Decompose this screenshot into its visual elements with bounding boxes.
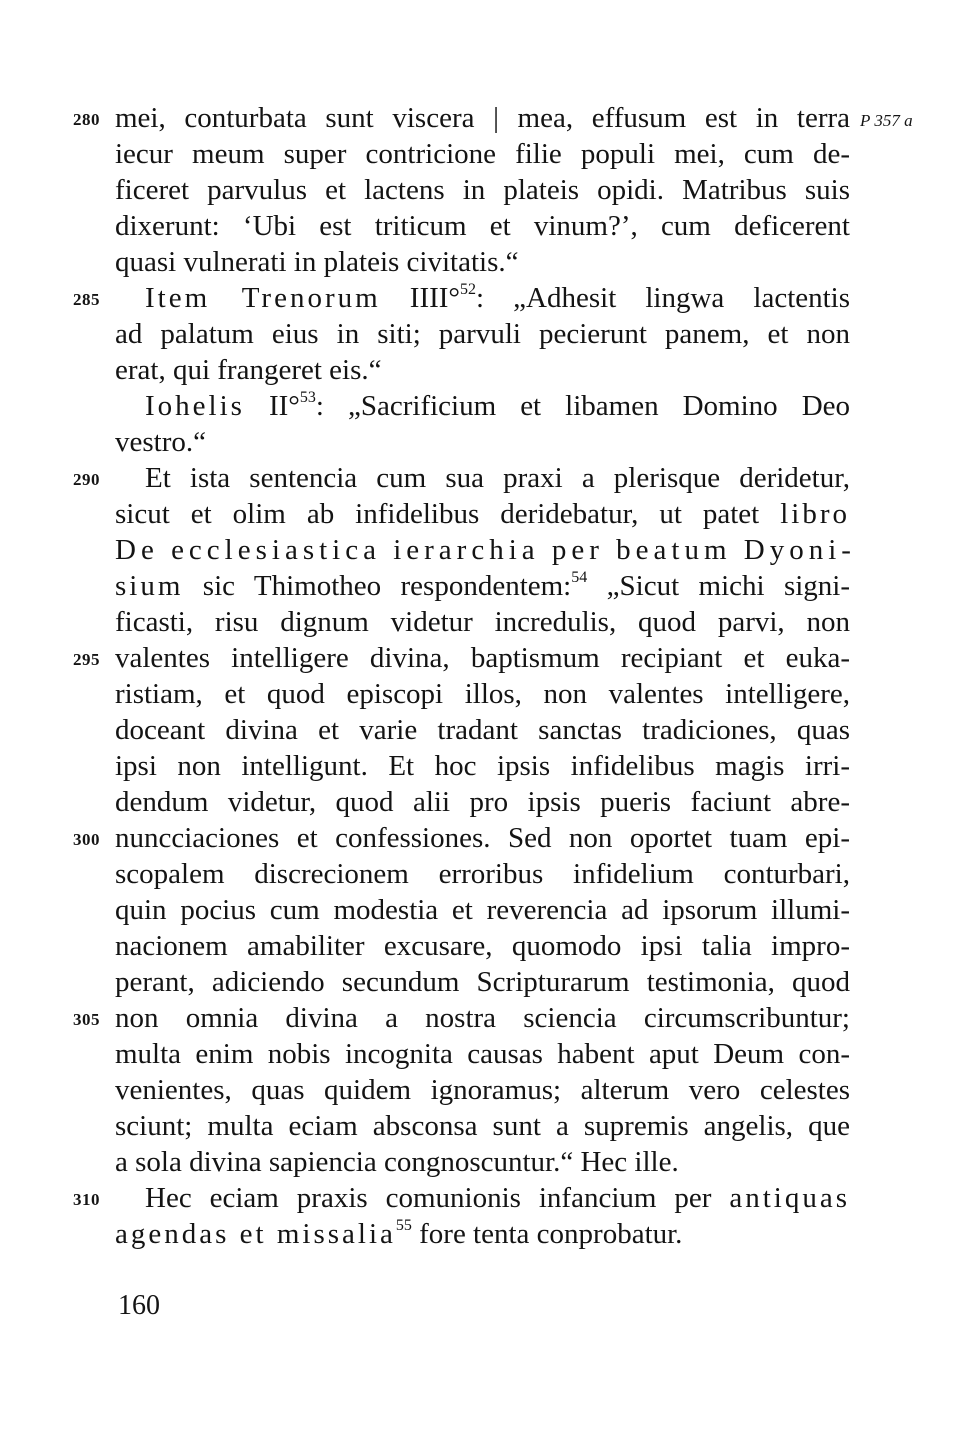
- text-line: 300 nuncciaciones et confessiones. Sed non oportet tuam epi-: [115, 820, 850, 856]
- text-line: sicut et olim ab infidelibus deridebatur, ut patet libro: [115, 498, 850, 530]
- margin-page-reference: P 357 a: [860, 111, 913, 130]
- page-number: 160: [118, 1290, 160, 1321]
- text-line: venientes, quas quidem ignoramus; alterum vero celestes: [115, 1074, 850, 1106]
- text-line: vestro.“: [115, 426, 206, 458]
- text-line: dendum videtur, quod alii pro ipsis pueris faciunt abre-: [115, 786, 850, 818]
- line-number: 280: [73, 110, 100, 129]
- text-line: quin pocius cum modestia et reverencia ad ipsorum illumi-: [115, 894, 850, 926]
- text-line: dixerunt: ‘Ubi est triticum et vinum?’, cum deficerent: [115, 210, 850, 242]
- text-line: ad palatum eius in siti; parvuli pecierunt panem, et non: [115, 318, 850, 350]
- text-line: De ecclesiastica ierarchia per beatum Dyoni-: [115, 534, 856, 566]
- text-line: 305 non omnia divina a nostra sciencia circumscribuntur;: [115, 1000, 850, 1036]
- text-line: 280 mei, conturbata sunt viscera | mea, effusum est in terra P 357 a: [115, 100, 850, 136]
- text-line: sciunt; multa eciam absconsa sunt a supremis angelis, que: [115, 1110, 850, 1142]
- text-line: ipsi non intelligunt. Et hoc ipsis infidelibus magis irri-: [115, 750, 850, 782]
- text-line: ficasti, risu dignum videtur incredulis, quod parvi, non: [115, 606, 850, 638]
- line-number: 305: [73, 1010, 100, 1029]
- text-line: agendas et missalia$^{55}$ fore tenta conprobatur.: [115, 1217, 683, 1250]
- text-line: Iohelis II°$^{53}$: „Sacrificium et libamen Domino Deo: [145, 389, 851, 422]
- line-number: 300: [73, 830, 100, 849]
- text-line: scopalem discrecionem erroribus infidelium conturbari,: [115, 858, 850, 890]
- text-line: 285 Item Trenorum IIII°$^{52}$: „Adhesit lingwa lactentis: [115, 280, 850, 316]
- text-line: sium sic Thimotheo respondentem:$^{54}$ „Sicut michi signi-: [115, 569, 850, 602]
- text-line: ficeret parvulus et lactens in plateis opidi. Matribus suis: [115, 174, 850, 206]
- text-line: ristiam, et quod episcopi illos, non valentes intelligere,: [115, 678, 850, 710]
- text-line: 295 valentes intelligere divina, baptismum recipiant et euka-: [115, 640, 850, 676]
- line-number: 310: [73, 1190, 100, 1209]
- text-line: quasi vulnerati in plateis civitatis.“: [115, 246, 519, 278]
- text-line: perant, adiciendo secundum Scripturarum testimonia, quod: [115, 966, 850, 998]
- line-number: 295: [73, 650, 100, 669]
- line-number: 285: [73, 290, 100, 309]
- text-line: multa enim nobis incognita causas habent aput Deum con-: [115, 1038, 850, 1070]
- line-number: 290: [73, 470, 100, 489]
- text-line: iecur meum super contricione filie populi mei, cum de-: [115, 138, 850, 170]
- text-line: nacionem amabiliter excusare, quomodo ipsi talia impro-: [115, 930, 850, 962]
- text-line: 310 Hec eciam praxis comunionis infancium per antiquas: [115, 1180, 850, 1216]
- text-line: a sola divina sapiencia congnoscuntur.“ Hec ille.: [115, 1146, 679, 1178]
- main-text: [73, 100, 913, 1252]
- text-line: 290 Et ista sentencia cum sua praxi a plerisque deridetur,: [115, 460, 850, 496]
- text-line: doceant divina et varie tradant sanctas tradiciones, quas: [115, 714, 850, 746]
- text-line: erat, qui frangeret eis.“: [115, 354, 382, 386]
